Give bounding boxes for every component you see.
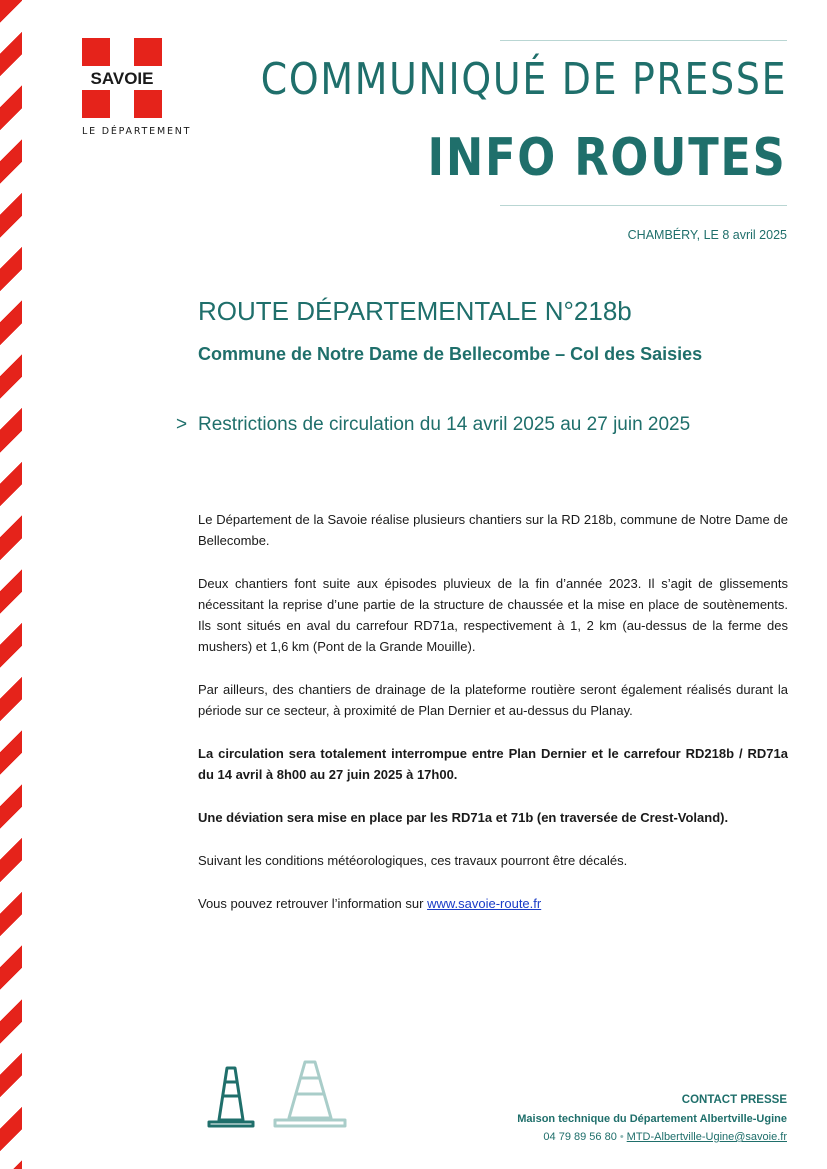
header-divider-bottom xyxy=(500,205,787,206)
savoie-route-link[interactable]: www.savoie-route.fr xyxy=(427,896,542,911)
article-body xyxy=(198,509,788,936)
route-title: ROUTE DÉPARTEMENTALE N°218b xyxy=(198,296,632,326)
chevron-right-icon: > xyxy=(176,414,188,435)
traffic-cone-icon xyxy=(209,1068,253,1126)
decorative-stripe xyxy=(0,0,22,1169)
traffic-cones-illustration xyxy=(205,1058,355,1128)
header-title-line2: INFO ROUTES xyxy=(427,128,787,188)
contact-organization: Maison technique du Département Albertville-Ugine xyxy=(517,1113,787,1125)
restriction-text: Restrictions de circulation du 14 avril 2025 au 27 juin 2025 xyxy=(198,414,691,435)
restriction-heading xyxy=(176,414,690,436)
paragraph-chantiers: Deux chantiers font suite aux épisodes pluvieux de la fin d’année 2023. Il s’agit de glissements nécessitant la reprise d’une partie de la structure de chaussée et la mise en place de soutènements. Ils sont situés en aval du carrefour RD71a, respectivement à 1, 2 km (au-dessus de la ferme des mushers) et 1,6 km (Pont de la Grande Mouille). xyxy=(198,576,788,654)
logo-subtitle: LE DÉPARTEMENT xyxy=(82,126,192,137)
paragraph-intro: Le Département de la Savoie réalise plusieurs chantiers sur la RD 218b, commune de Notre Dame de Bellecombe. xyxy=(198,512,788,548)
contact-phone: 04 79 89 56 80 xyxy=(543,1131,617,1143)
paragraph-interruption: La circulation sera totalement interrompue entre Plan Dernier et le carrefour RD218b / RD71a du 14 avril à 8h00 au 27 juin 2025 à 17h00. xyxy=(198,746,788,782)
info-prefix: Vous pouvez retrouver l’information sur xyxy=(198,896,428,911)
savoie-logo xyxy=(82,38,162,118)
paragraph-info xyxy=(198,893,788,914)
contact-details xyxy=(517,1129,787,1146)
traffic-cone-icon xyxy=(275,1062,345,1126)
paragraph-deviation: Une déviation sera mise en place par les RD71a et 71b (en traversée de Crest-Voland). xyxy=(198,810,729,825)
paragraph-meteo: Suivant les conditions météorologiques, ces travaux pourront être décalés. xyxy=(198,853,628,868)
press-contact xyxy=(517,1090,787,1146)
paragraph-drainage: Par ailleurs, des chantiers de drainage de la plateforme routière seront également réalisés durant la période sur ce secteur, à proximité de Plan Dernier et au-dessus du Planay. xyxy=(198,682,788,718)
contact-separator: • xyxy=(619,1131,624,1143)
header-title-line1: COMMUNIQUÉ DE PRESSE xyxy=(260,54,787,105)
contact-title: CONTACT PRESSE xyxy=(681,1094,787,1106)
logo-text: SAVOIE xyxy=(90,69,154,88)
contact-email-link[interactable]: MTD-Albertville-Ugine@savoie.fr xyxy=(626,1131,787,1143)
publication-date: CHAMBÉRY, LE 8 avril 2025 xyxy=(627,228,787,242)
header-divider-top xyxy=(500,40,787,41)
commune-subtitle: Commune de Notre Dame de Bellecombe – Col des Saisies xyxy=(198,344,703,364)
